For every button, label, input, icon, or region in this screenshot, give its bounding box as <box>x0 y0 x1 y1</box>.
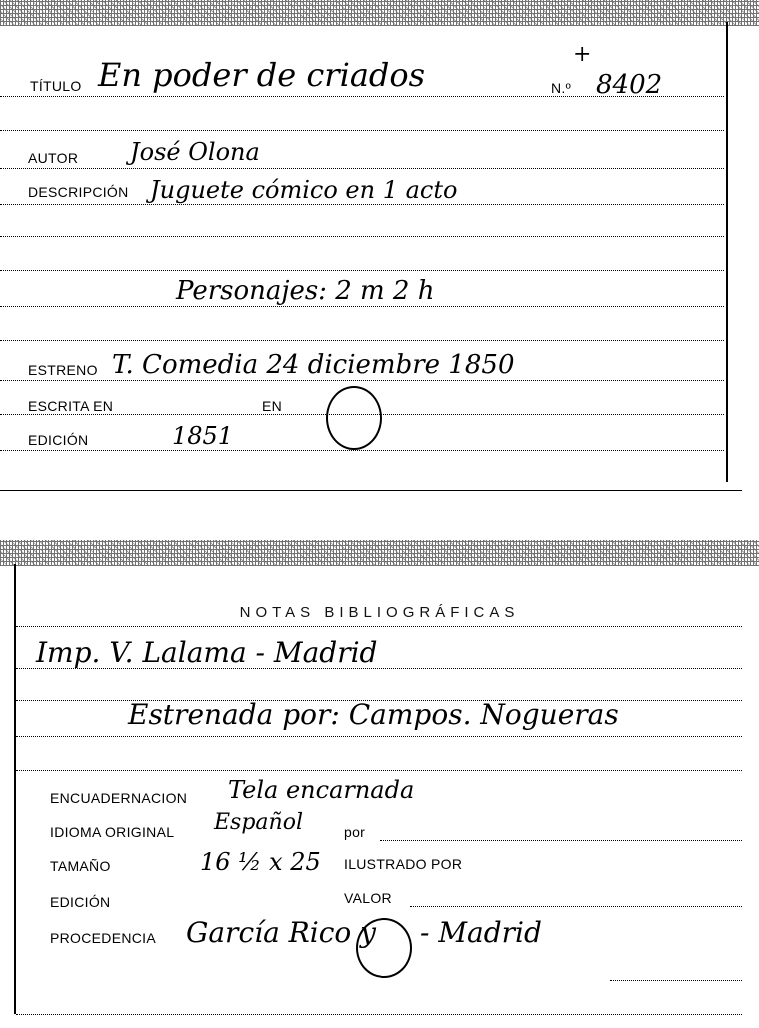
titulo-value: En poder de criados <box>98 56 426 94</box>
estreno-value: T. Comedia 24 diciembre 1850 <box>112 350 515 380</box>
stamp-circle <box>326 386 382 450</box>
rule <box>16 736 742 737</box>
rule <box>16 668 742 669</box>
por-label: por <box>344 824 366 840</box>
rule <box>0 236 724 237</box>
rule <box>16 1014 742 1015</box>
stamp-circle <box>356 918 412 978</box>
catalog-card-bottom <box>0 540 759 1028</box>
tamano-value: 16 ½ x 25 <box>200 848 321 876</box>
rule <box>16 770 742 771</box>
rule <box>0 270 724 271</box>
en-label: EN <box>262 398 283 414</box>
rule <box>0 450 724 451</box>
procedencia-value-b: - Madrid <box>420 916 542 949</box>
encuadernacion-value: Tela encarnada <box>228 776 415 804</box>
estreno-label: ESTRENO <box>28 362 98 378</box>
procedencia-value-a: García Rico y <box>186 916 376 949</box>
numero-label: N.º <box>551 80 572 96</box>
numero-mark: + <box>573 42 592 67</box>
rule <box>380 840 742 841</box>
titulo-label: TÍTULO <box>30 78 82 94</box>
ilustrado-por-label: ILUSTRADO POR <box>344 856 463 872</box>
rule <box>0 306 724 307</box>
escrita-en-label: ESCRITA EN <box>28 398 114 414</box>
notas-heading: NOTAS BIBLIOGRÁFICAS <box>239 604 520 621</box>
rule <box>0 380 724 381</box>
rule <box>0 204 724 205</box>
numero-value: 8402 <box>596 70 663 100</box>
card-left-border <box>14 564 16 1014</box>
edicion-label: EDICIÓN <box>50 894 111 910</box>
rule <box>0 340 724 341</box>
edicion-value: 1851 <box>172 422 234 450</box>
descripcion-value: Juguete cómico en 1 acto <box>150 176 458 204</box>
rule <box>0 96 724 97</box>
card-bottom-border <box>0 490 742 491</box>
encuadernacion-label: ENCUADERNACION <box>50 790 188 806</box>
scan-noise-band <box>0 540 759 566</box>
rule <box>16 626 742 627</box>
catalog-card-top <box>0 0 759 500</box>
descripcion-label: DESCRIPCIÓN <box>28 184 129 200</box>
valor-label: VALOR <box>344 890 392 906</box>
rule <box>410 906 742 907</box>
autor-label: AUTOR <box>28 150 79 166</box>
rule <box>0 130 724 131</box>
tamano-label: TAMAÑO <box>50 858 111 874</box>
note-line-2: Estrenada por: Campos. Nogueras <box>128 698 619 731</box>
idioma-original-label: IDIOMA ORIGINAL <box>50 824 175 840</box>
procedencia-label: PROCEDENCIA <box>50 930 156 946</box>
idioma-original-value: Español <box>214 810 303 835</box>
edicion-label: EDICIÓN <box>28 432 89 448</box>
scan-noise-band <box>0 0 759 26</box>
autor-value: José Olona <box>130 138 260 166</box>
note-line-1: Imp. V. Lalama - Madrid <box>36 636 378 669</box>
rule <box>0 168 724 169</box>
personajes-value: Personajes: 2 m 2 h <box>176 276 435 306</box>
rule <box>610 980 742 981</box>
card-right-border <box>726 22 728 482</box>
